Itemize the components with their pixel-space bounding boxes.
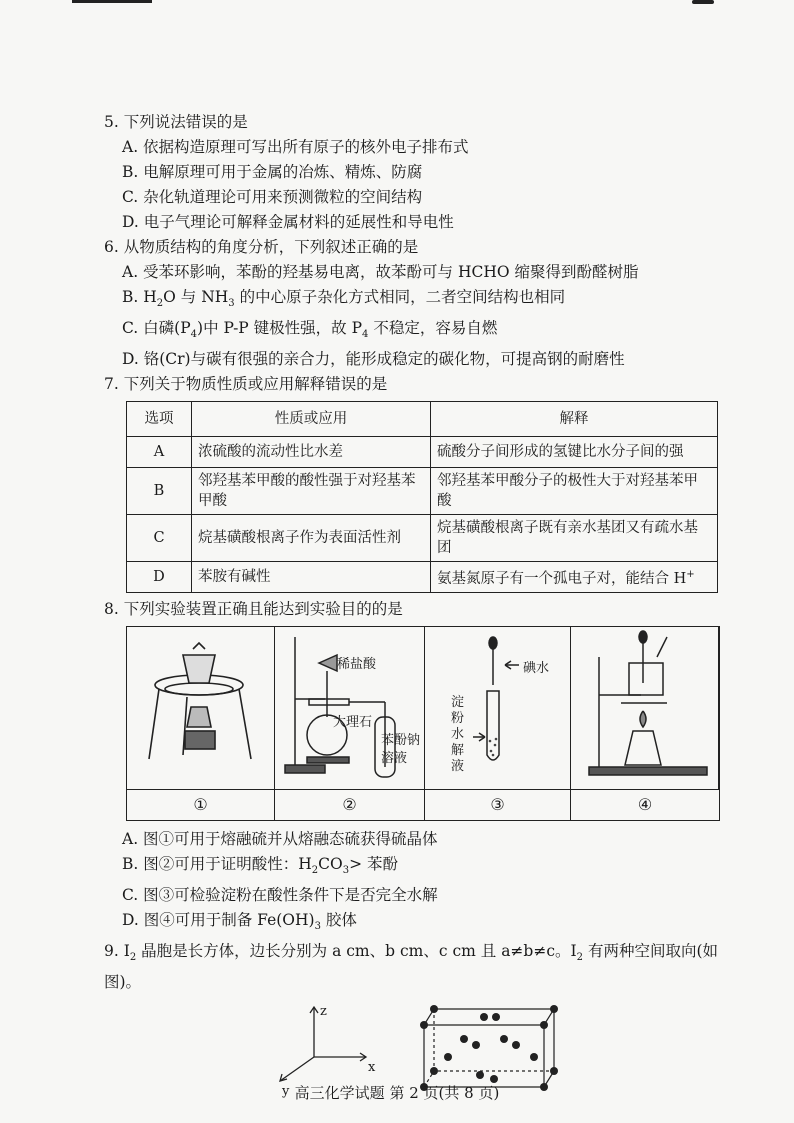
q6-option-b — [104, 285, 724, 316]
q8-figure-3 — [425, 627, 571, 789]
q6-c-text: C. 白磷(P — [122, 319, 191, 338]
table-row — [127, 562, 718, 593]
q9-stem — [104, 939, 724, 995]
q8-option-a: A. 图①可用于熔融硫并从熔融态硫获得硫晶体 — [122, 830, 438, 849]
q7-row-a-label: A — [127, 437, 192, 468]
q6-option-a: A. 受苯环影响，苯酚的羟基易电离，故苯酚可与 HCHO 缩聚得到酚醛树脂 — [122, 263, 639, 281]
q8-b-text: B. 图②可用于证明酸性：H — [122, 855, 312, 874]
q5-option-a: A. 依据构造原理可写出所有原子的核外电子排布式 — [122, 138, 469, 156]
q5-option-c: C. 杂化轨道理论可用来预测微粒的空间结构 — [122, 188, 423, 206]
q7-row-d-property: 苯胺有碱性 — [192, 562, 431, 593]
q7-row-d-explanation-text: 氨基氮原子有一个孤电子对，能结合 H — [437, 571, 687, 588]
figure-number-3: ③ — [425, 789, 571, 820]
q7-row-b-explanation: 邻羟基苯甲酸分子的极性大于对羟基苯甲酸 — [431, 468, 718, 515]
figure-1-apparatus — [127, 627, 275, 789]
q6-c-text2: )中 P-P 键极性强，故 P — [197, 319, 363, 338]
figure-number-1: ① — [127, 789, 275, 820]
q8-stem: 8. 下列实验装置正确且能达到实验目的的是 — [104, 600, 403, 619]
q7-row-b-property: 邻羟基苯甲酸的酸性强于对羟基苯甲酸 — [192, 468, 431, 515]
figure-3-apparatus — [425, 627, 571, 789]
figure-number-4: ④ — [571, 789, 719, 820]
f2-phenolate-label-2: 溶液 — [381, 751, 408, 767]
f2-marble-label: 大理石 — [333, 715, 373, 731]
q6-b-sub2: 3 — [228, 298, 235, 310]
q7-header-option: 选项 — [127, 402, 192, 437]
q8-b-sub1: 2 — [311, 865, 319, 877]
q6-b-text: B. H — [122, 288, 157, 306]
q7-row-c-property: 烷基磺酸根离子作为表面活性剂 — [192, 515, 431, 562]
f3-side-label-3: 水 — [451, 727, 465, 743]
page-content — [104, 110, 724, 1100]
scan-top-mark — [692, 0, 714, 4]
q7-row-b-label: B — [127, 468, 192, 515]
axis-x-label: x — [368, 1060, 376, 1076]
q6-b-text2: O 与 NH — [163, 288, 229, 306]
q9-figure-graphic — [104, 995, 724, 1095]
question-7 — [104, 372, 724, 397]
q9-figure — [104, 995, 724, 1100]
f2-phenolate-label-1: 苯酚钠 — [381, 733, 421, 749]
q7-row-d-sup: + — [686, 569, 695, 581]
q6-c-sub2: 4 — [362, 329, 369, 341]
figure-number-2: ② — [275, 789, 425, 820]
q5-stem: 5. 下列说法错误的是 — [104, 113, 248, 131]
question-9 — [104, 939, 724, 1100]
q8-d-text: D. 图④可用于制备 Fe(OH) — [122, 911, 315, 930]
q9-sub1: 2 — [129, 952, 137, 964]
axis-y-label: y — [282, 1084, 290, 1100]
q7-row-c-label: C — [127, 515, 192, 562]
q8-figure-4 — [571, 627, 719, 789]
q8-figure-2 — [275, 627, 425, 789]
q9-text2: 晶胞是长方体，边长分别为 a cm、b cm、c cm 且 a≠b≠c。I — [136, 942, 577, 961]
q8-option-d — [104, 908, 724, 939]
f3-side-label-5: 液 — [451, 759, 465, 775]
question-5 — [104, 110, 724, 235]
q6-c-sub1: 4 — [190, 329, 198, 341]
table-row — [127, 437, 718, 468]
q7-row-d-explanation — [431, 562, 718, 593]
q8-b-sub2: 3 — [342, 865, 350, 877]
q6-stem: 6. 从物质结构的角度分析，下列叙述正确的是 — [104, 238, 419, 256]
f3-side-label-4: 解 — [451, 743, 465, 759]
q8-b-text2: CO — [318, 855, 343, 874]
f2-acid-label: 稀盐酸 — [337, 657, 377, 673]
q6-b-text3: 的中心原子杂化方式相同，二者空间结构也相同 — [234, 288, 566, 306]
q9-sub2: 2 — [576, 952, 584, 964]
q8-d-sub: 3 — [314, 921, 321, 933]
q8-b-text3: > 苯酚 — [349, 855, 399, 874]
q6-option-c — [104, 316, 724, 347]
scan-top-line — [72, 0, 152, 3]
q7-row-a-explanation: 硫酸分子间形成的氢键比水分子间的强 — [431, 437, 718, 468]
f3-iodine-label: 碘水 — [523, 661, 550, 677]
page-footer: 高三化学试题 第 2 页(共 8 页) — [294, 1084, 500, 1102]
q6-option-d: D. 铬(Cr)与碳有很强的亲合力，能形成稳定的碳化物，可提高钢的耐磨性 — [122, 350, 625, 369]
question-8-options — [104, 827, 724, 939]
figure-4-apparatus — [571, 627, 719, 789]
q8-d-text2: 胶体 — [320, 911, 357, 930]
q6-b-sub1: 2 — [156, 298, 164, 310]
f3-side-label-2: 粉 — [451, 711, 465, 727]
q5-option-d: D. 电子气理论可解释金属材料的延展性和导电性 — [122, 213, 454, 231]
axis-z-label: z — [320, 1004, 327, 1020]
q8-figure-table — [126, 626, 720, 821]
question-6 — [104, 235, 724, 372]
q7-row-d-label: D — [127, 562, 192, 593]
question-8 — [104, 597, 724, 622]
q7-row-a-property: 浓硫酸的流动性比水差 — [192, 437, 431, 468]
q7-header-property: 性质或应用 — [192, 402, 431, 437]
q7-row-c-explanation: 烷基磺酸根离子既有亲水基团又有疏水基团 — [431, 515, 718, 562]
table-row — [127, 468, 718, 515]
q8-figure-1 — [127, 627, 275, 789]
q8-option-b — [104, 852, 724, 883]
q7-table — [126, 401, 718, 593]
q9-text3: 有两种空间取向(如图)。 — [104, 942, 718, 992]
q9-text: 9. I — [104, 942, 130, 961]
q5-option-b: B. 电解原理可用于金属的冶炼、精炼、防腐 — [122, 163, 423, 181]
q7-table-header — [127, 402, 718, 437]
q8-option-c: C. 图③可检验淀粉在酸性条件下是否完全水解 — [122, 886, 438, 905]
q7-header-explanation: 解释 — [431, 402, 718, 437]
q7-stem: 7. 下列关于物质性质或应用解释错误的是 — [104, 375, 388, 394]
table-row — [127, 515, 718, 562]
q6-c-text3: 不稳定，容易自燃 — [368, 319, 498, 338]
f3-side-label-1: 淀 — [451, 695, 465, 711]
